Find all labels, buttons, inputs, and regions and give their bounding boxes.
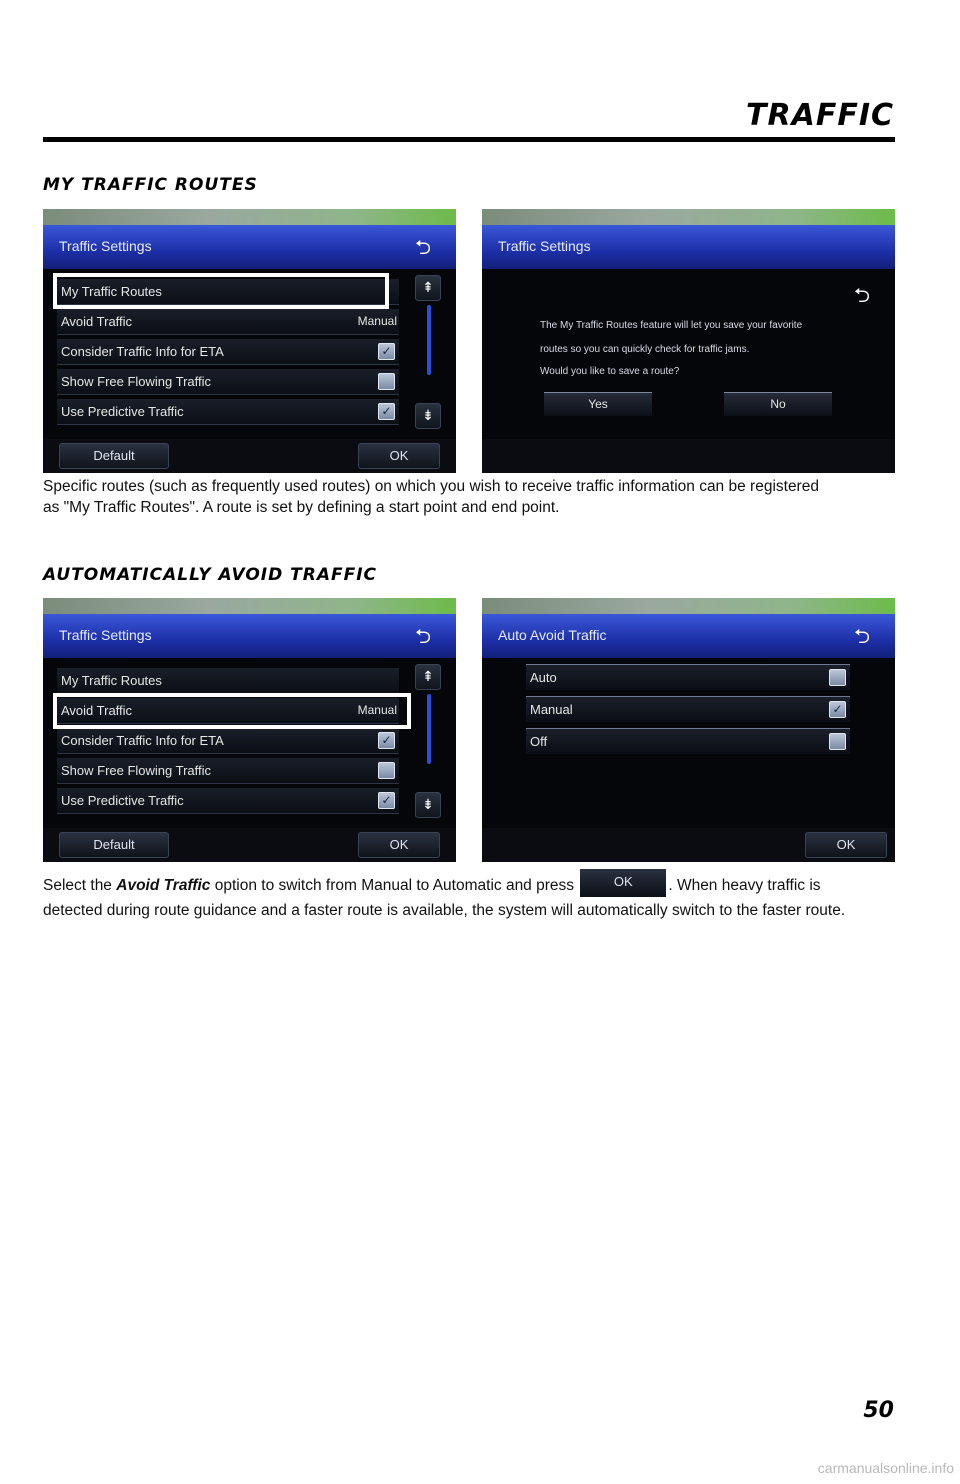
dialog-message-line: routes so you can quickly check for traffic jams. bbox=[540, 344, 750, 355]
setting-label: Avoid Traffic bbox=[61, 703, 133, 718]
screen-footer bbox=[43, 828, 456, 862]
default-button[interactable]: Default bbox=[59, 832, 169, 858]
checkbox-icon[interactable]: ✓ bbox=[378, 343, 395, 360]
screen-title: Traffic Settings bbox=[59, 627, 152, 643]
setting-value: Manual bbox=[357, 703, 397, 717]
highlight-box bbox=[53, 693, 411, 729]
setting-row-show-free-flowing[interactable] bbox=[57, 369, 399, 395]
inline-ok-button: OK bbox=[580, 869, 666, 897]
screen-footer bbox=[482, 828, 895, 862]
checkbox-icon[interactable] bbox=[829, 669, 846, 686]
screen-header bbox=[43, 614, 456, 658]
checkbox-icon[interactable]: ✓ bbox=[378, 403, 395, 420]
scroll-up-icon[interactable]: ⇞ bbox=[415, 664, 441, 690]
option-label: Manual bbox=[530, 702, 573, 717]
back-arrow-icon[interactable]: ⮌ bbox=[853, 624, 871, 648]
description-text: option to switch from Manual to Automatic and press bbox=[214, 877, 575, 895]
option-label: Off bbox=[530, 734, 548, 749]
checkbox-icon[interactable] bbox=[829, 733, 846, 750]
back-arrow-icon[interactable]: ⮌ bbox=[414, 235, 432, 259]
screen-title: Auto Avoid Traffic bbox=[498, 627, 607, 643]
setting-label: Avoid Traffic bbox=[61, 314, 133, 329]
setting-row-consider-eta[interactable] bbox=[57, 339, 399, 365]
scroll-down-icon[interactable]: ⇟ bbox=[415, 792, 441, 818]
checkbox-icon[interactable]: ✓ bbox=[378, 792, 395, 809]
avoid-description bbox=[43, 872, 913, 921]
setting-label: Consider Traffic Info for ETA bbox=[61, 733, 224, 748]
highlight-box bbox=[53, 273, 389, 309]
watermark: carmanualsonline.info bbox=[817, 1460, 954, 1476]
screen-header bbox=[482, 225, 895, 269]
setting-row-my-traffic-routes[interactable] bbox=[57, 668, 399, 694]
scroll-up-icon[interactable]: ⇞ bbox=[415, 275, 441, 301]
screen-title: Traffic Settings bbox=[59, 238, 152, 254]
section-heading-my-traffic-routes: MY TRAFFIC ROUTES bbox=[43, 175, 258, 195]
ok-button[interactable]: OK bbox=[358, 443, 440, 469]
screen-footer bbox=[482, 439, 895, 473]
description-line: as "My Traffic Routes". A route is set by defining a start point and end point. bbox=[43, 499, 560, 516]
title-rule bbox=[43, 137, 895, 142]
description-text: . When heavy traffic is bbox=[668, 877, 821, 895]
setting-row-consider-eta[interactable] bbox=[57, 728, 399, 754]
no-button[interactable]: No bbox=[724, 392, 832, 416]
screen-title: Traffic Settings bbox=[498, 238, 591, 254]
checkbox-icon[interactable] bbox=[378, 762, 395, 779]
screenshot-auto-avoid bbox=[482, 598, 895, 862]
option-row-manual[interactable] bbox=[526, 696, 850, 722]
scroll-track[interactable] bbox=[427, 694, 431, 764]
setting-label: Use Predictive Traffic bbox=[61, 404, 184, 419]
dialog-message-line: Would you like to save a route? bbox=[540, 366, 680, 377]
section-heading-auto-avoid: AUTOMATICALLY AVOID TRAFFIC bbox=[43, 565, 378, 585]
description-line: Specific routes (such as frequently used routes) on which you wish to receive traffic information can be registered bbox=[43, 478, 819, 495]
setting-value: Manual bbox=[357, 314, 397, 328]
dialog-message-line: The My Traffic Routes feature will let you save your favorite bbox=[540, 320, 803, 331]
scroll-track[interactable] bbox=[427, 305, 431, 375]
setting-label: Show Free Flowing Traffic bbox=[61, 763, 212, 778]
setting-row-predictive[interactable] bbox=[57, 399, 399, 425]
ok-button[interactable]: OK bbox=[805, 832, 887, 858]
screen-header bbox=[482, 614, 895, 658]
setting-label: Consider Traffic Info for ETA bbox=[61, 344, 224, 359]
yes-button[interactable]: Yes bbox=[544, 392, 652, 416]
option-row-auto[interactable] bbox=[526, 664, 850, 690]
default-button[interactable]: Default bbox=[59, 443, 169, 469]
setting-label: Use Predictive Traffic bbox=[61, 793, 184, 808]
option-row-off[interactable] bbox=[526, 728, 850, 754]
screenshot-traffic-settings-2 bbox=[43, 598, 456, 862]
screenshot-traffic-dialog bbox=[482, 209, 895, 473]
description-line bbox=[43, 872, 913, 900]
scroll-down-icon[interactable]: ⇟ bbox=[415, 403, 441, 429]
description-emphasis: Avoid Traffic bbox=[116, 877, 211, 895]
page-number: 50 bbox=[863, 1398, 894, 1423]
checkbox-icon[interactable]: ✓ bbox=[378, 732, 395, 749]
back-arrow-icon[interactable]: ⮌ bbox=[414, 624, 432, 648]
checkbox-icon[interactable] bbox=[378, 373, 395, 390]
checkbox-icon[interactable]: ✓ bbox=[829, 701, 846, 718]
screen-footer bbox=[43, 439, 456, 473]
ok-button[interactable]: OK bbox=[358, 832, 440, 858]
setting-row-avoid-traffic[interactable] bbox=[57, 309, 399, 335]
setting-label: My Traffic Routes bbox=[61, 284, 162, 299]
screenshot-traffic-settings-1 bbox=[43, 209, 456, 473]
setting-label: Show Free Flowing Traffic bbox=[61, 374, 212, 389]
description-line: detected during route guidance and a faster route is available, the system will automatically switch to the faster route. bbox=[43, 902, 846, 919]
page-title: TRAFFIC bbox=[746, 98, 894, 133]
option-label: Auto bbox=[530, 670, 557, 685]
setting-row-show-free-flowing[interactable] bbox=[57, 758, 399, 784]
screen-header bbox=[43, 225, 456, 269]
my-routes-description bbox=[43, 476, 895, 518]
back-arrow-icon[interactable]: ⮌ bbox=[853, 283, 871, 307]
setting-label: My Traffic Routes bbox=[61, 673, 162, 688]
description-text: Select the bbox=[43, 877, 112, 895]
setting-row-predictive[interactable] bbox=[57, 788, 399, 814]
